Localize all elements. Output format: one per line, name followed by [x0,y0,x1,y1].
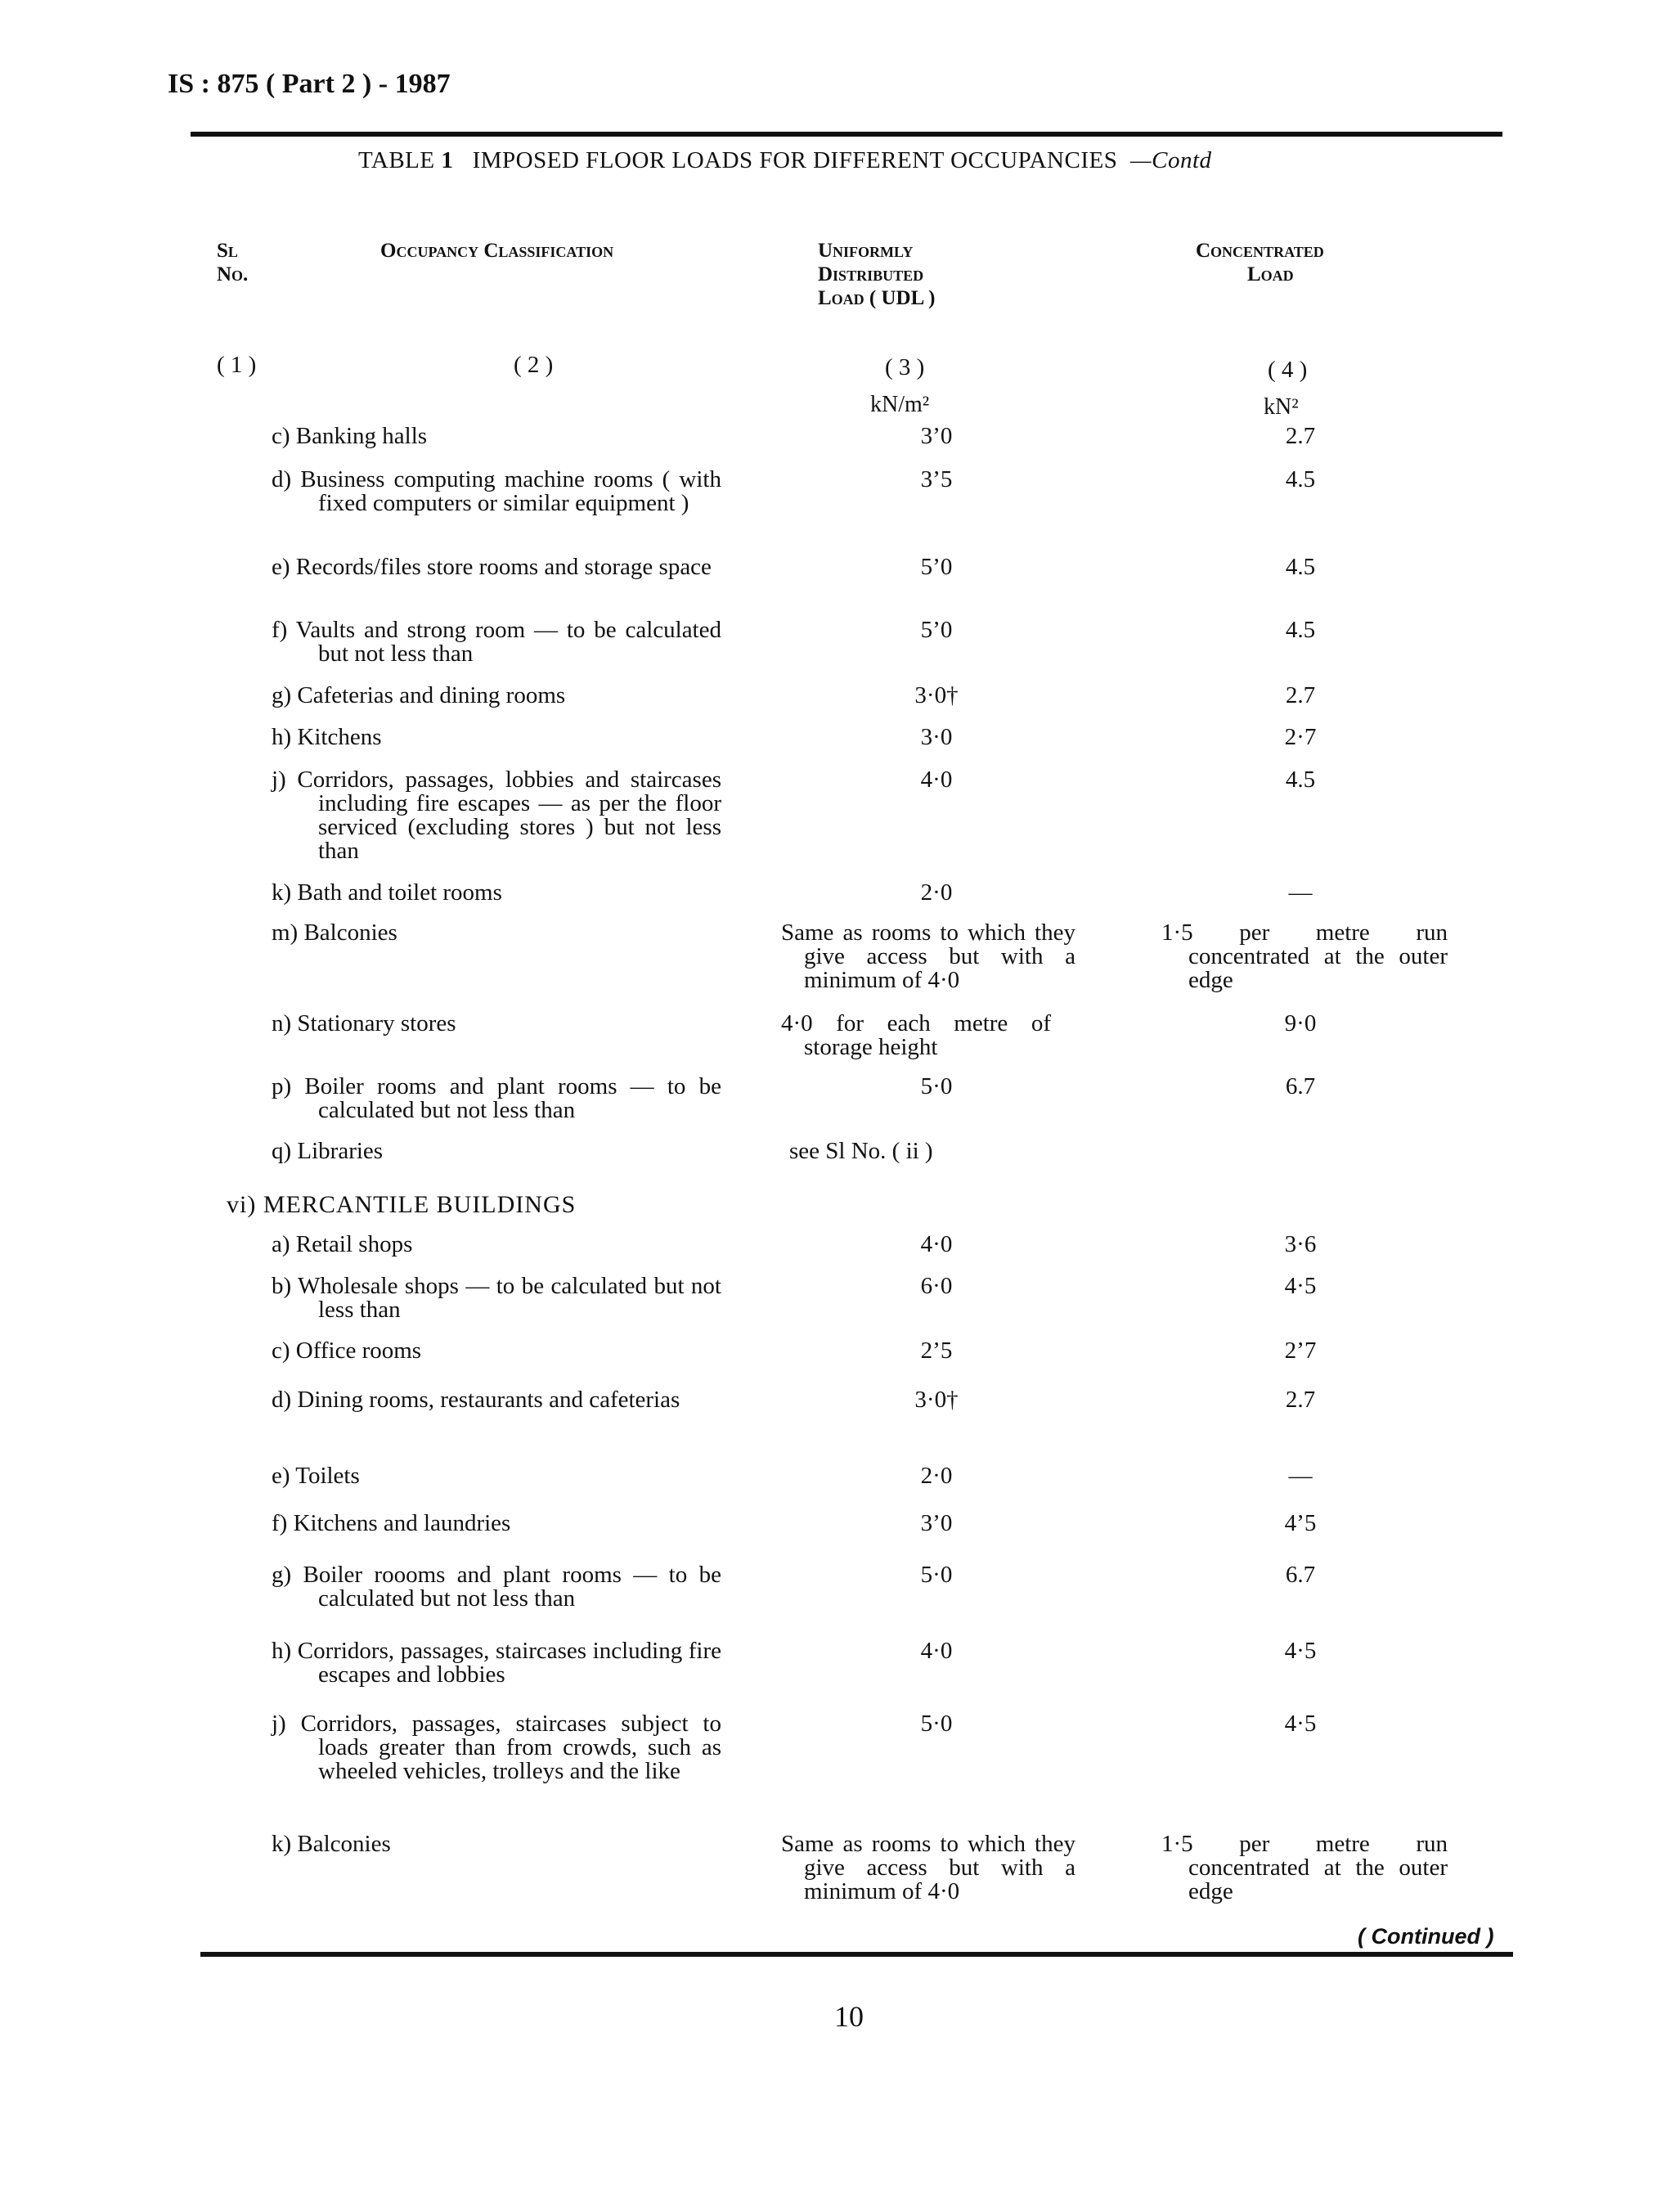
unit-concentrated: kN² [1264,394,1299,420]
page-number: 10 [834,2000,864,2033]
col-number-4: ( 4 ) [1268,357,1308,383]
col-number-3: ( 3 ) [885,354,925,380]
bottom-rule [200,1952,1513,1957]
col-head-udl: Uniformly Distributed Load ( UDL ) [818,240,936,309]
section-heading: vi) MERCANTILE BUILDINGS [227,1191,577,1218]
unit-udl: kN/m² [870,392,930,417]
col-number-1: ( 1 ) [217,352,257,378]
table-title-contd: —Contd [1129,147,1212,173]
col-head-sl-no: Sl No. [217,240,249,285]
continued-note: ( Continued ) [1358,1924,1494,1949]
standard-code: IS : 875 ( Part 2 ) - 1987 [168,69,451,99]
top-rule [191,132,1502,137]
col-head-concentrated: Concentrated Load [1196,240,1324,285]
col-number-2: ( 2 ) [514,352,554,378]
table-title-number: 1 [441,147,454,173]
table-title-text: IMPOSED FLOOR LOADS FOR DIFFERENT OCCUPANCIES [472,147,1118,173]
table-title [358,147,1212,174]
col-head-occupancy: Occupancy Classification [380,240,614,262]
table-title-prefix: TABLE [358,147,435,173]
